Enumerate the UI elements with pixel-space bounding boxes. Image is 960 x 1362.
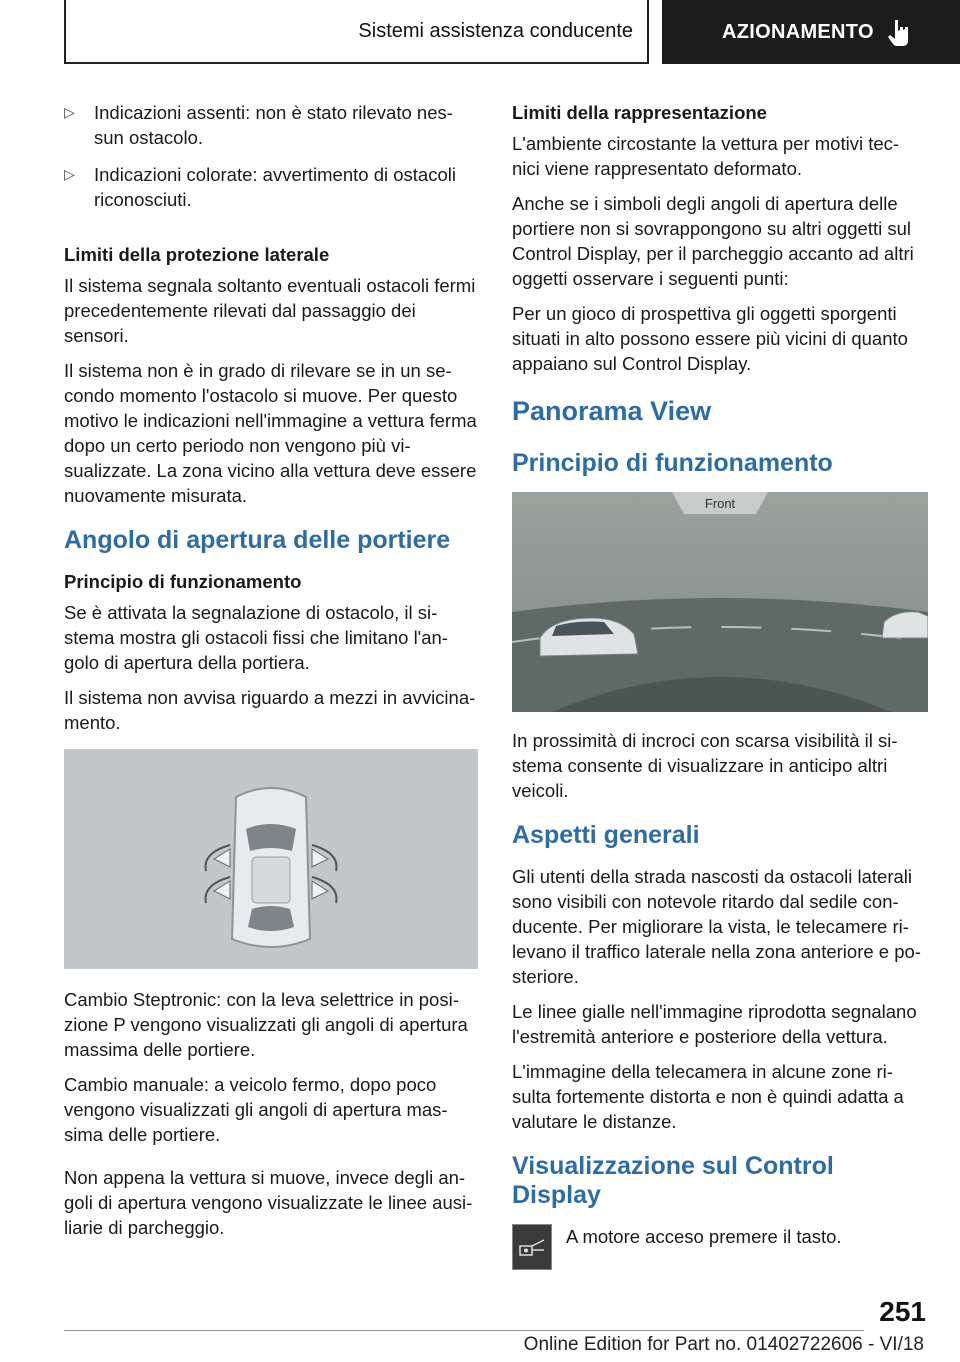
- section-header: [64, 0, 649, 64]
- paragraph: Il sistema segnala soltanto eventuali ostacoli fermi precedentemente rilevati dal passaggio dei sensori.: [64, 275, 476, 346]
- paragraph: L'immagine della telecamera in alcune zone ri-sulta fortemente distorta e non è quindi adatta a valutare le distanze.: [512, 1061, 904, 1132]
- door-angle-image: [64, 749, 478, 969]
- camera-button-icon: [512, 1224, 552, 1270]
- display-heading: Visualizzazione sul Control Display: [512, 1152, 834, 1209]
- left-column: [64, 100, 478, 1250]
- front-label: Front: [704, 496, 736, 511]
- paragraph: Non appena la vettura si muove, invece degli an-goli di apertura vengono visualizzate le linee ausi-liarie di parcheggio.: [64, 1167, 473, 1238]
- panorama-heading: Panorama View: [512, 396, 712, 426]
- footer-divider: [64, 1330, 864, 1331]
- chapter-title: AZIONAMENTO: [722, 20, 874, 43]
- paragraph: L'ambiente circostante la vettura per motivi tec-nici viene rappresentato deformato.: [512, 133, 900, 179]
- limits-title: Limiti della rappresentazione: [512, 102, 767, 123]
- paragraph: Il sistema non è in grado di rilevare se in un se-condo momento l'ostacolo si muove. Per questo motivo le indicazioni nell'immagine a vettura ferma dopo un certo periodo non vengono più vi-sualizzate. La zona vicino alla vettura deve essere nuovamente misurata.: [64, 360, 477, 506]
- paragraph: Cambio manuale: a veicolo fermo, dopo poco vengono visualizzati gli angoli di apertura mas-sima delle portiere.: [64, 1074, 448, 1145]
- general-heading: Aspetti generali: [512, 821, 700, 849]
- door-angle-heading: Angolo di apertura delle portiere: [64, 526, 451, 554]
- panorama-view-image: [512, 492, 928, 712]
- panorama-subheading: Principio di funzionamento: [512, 449, 833, 477]
- paragraph: A motore acceso premere il tasto.: [566, 1226, 842, 1247]
- paragraph: Anche se i simboli degli angoli di apertura delle portiere non si sovrappongono su altri oggetti sul Control Display, per il parcheggio accanto ad altri oggetti osservare i seguenti punti:: [512, 193, 914, 289]
- paragraph: Il sistema non avvisa riguardo a mezzi in avvicina-mento.: [64, 687, 476, 733]
- triangle-right-icon: ▷: [64, 166, 75, 182]
- paragraph: Gli utenti della strada nascosti da ostacoli laterali sono visibili con notevole ritardo dal sedile con-ducente. Per migliorare la vista, le telecamere ri-levano il traffico laterale nella zona anteriore e po-steriore.: [512, 866, 921, 987]
- page-number: 251: [879, 1296, 926, 1327]
- paragraph: Le linee gialle nell'immagine riprodotta segnalano l'estremità anteriore e posteriore della vettura.: [512, 1001, 917, 1047]
- side-protection-title: Limiti della protezione laterale: [64, 244, 330, 265]
- paragraph: Cambio Steptronic: con la leva selettrice in posi-zione P vengono visualizzati gli angoli di apertura massima delle portiere.: [64, 989, 468, 1060]
- right-column: [512, 100, 926, 1270]
- button-instruction: [512, 1224, 926, 1270]
- principle-title: Principio di funzionamento: [64, 571, 302, 592]
- section-title: Sistemi assistenza conducente: [358, 19, 633, 42]
- hand-pointer-icon: [886, 18, 912, 46]
- list-item: ▷ Indicazioni colorate: avvertimento di ostacoli riconosciuti.: [64, 164, 456, 210]
- paragraph: Se è attivata la segnalazione di ostacolo, il si-stema mostra gli ostacoli fissi che limitano l'an-golo di apertura della portiera.: [64, 602, 448, 673]
- chapter-header: [662, 0, 960, 64]
- footer-edition: Online Edition for Part no. 01402722606 - VI/18: [523, 1334, 924, 1355]
- paragraph: In prossimità di incroci con scarsa visibilità il si-stema consente di visualizzare in anticipo altri veicoli.: [512, 730, 898, 801]
- list-item: ▷ Indicazioni assenti: non è stato rilevato nes-sun ostacolo.: [64, 102, 453, 148]
- triangle-right-icon: ▷: [64, 104, 75, 120]
- paragraph: Per un gioco di prospettiva gli oggetti sporgenti situati in alto possono essere più vicini di quanto appaiano sul Control Display.: [512, 303, 908, 374]
